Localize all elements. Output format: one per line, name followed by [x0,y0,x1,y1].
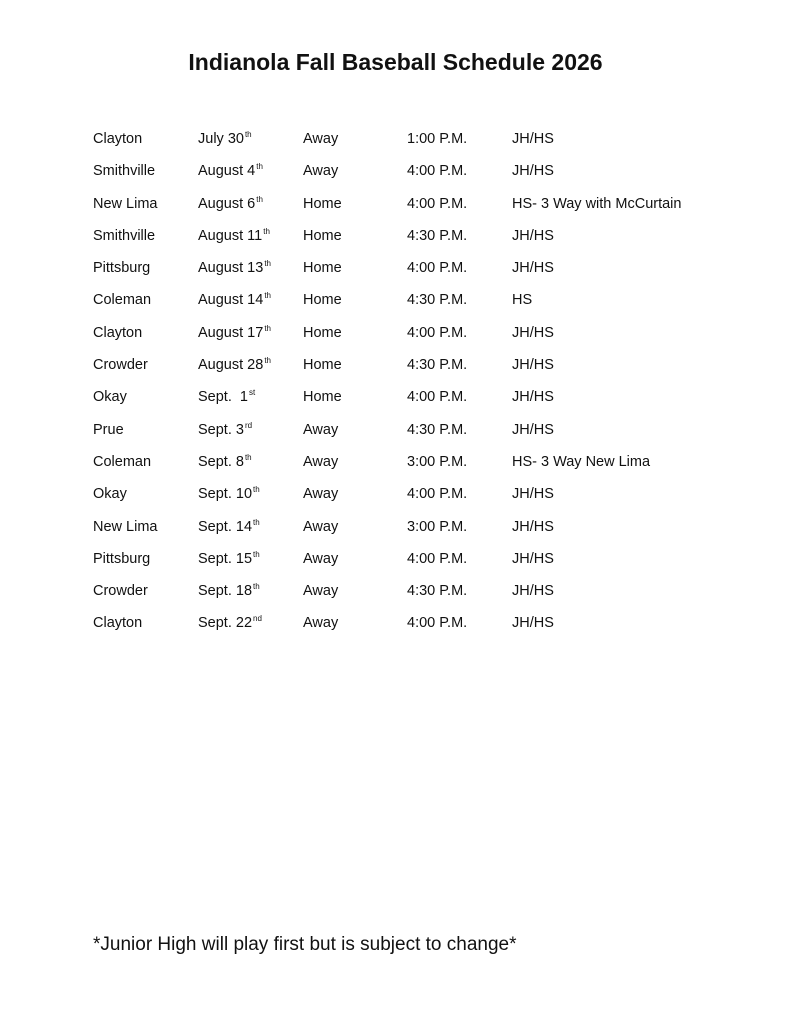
date-cell [198,155,263,187]
table-row [93,575,733,607]
table-row [93,252,733,284]
level-cell: JH/HS [512,357,554,374]
date-cell [198,188,263,220]
location-cell: Home [303,260,342,277]
location-cell: Home [303,389,342,406]
page-title: Indianola Fall Baseball Schedule 2026 [188,49,603,75]
time-cell: 4:30 P.M. [407,583,468,600]
footnote: *Junior High will play first but is subject to change* [93,934,517,955]
date-cell [198,575,260,607]
location-cell: Away [303,615,339,632]
level-cell: JH/HS [512,389,554,406]
date-text: Sept. 8 [198,453,244,470]
date-ordinal-suffix: st [248,388,256,398]
date-ordinal-suffix: th [244,452,252,462]
opponent-cell: Crowder [93,583,148,600]
date-cell [198,446,252,478]
level-cell: JH/HS [512,260,554,277]
date-ordinal-suffix: th [253,582,260,592]
location-cell: Home [303,324,342,341]
time-cell: 4:00 P.M. [407,550,468,567]
date-ordinal-suffix: th [264,259,271,269]
date-text: August 11 [198,227,263,244]
level-cell: JH/HS [512,518,554,535]
location-cell: Away [303,163,339,180]
date-cell [198,381,255,413]
time-cell: 4:00 P.M. [407,163,468,180]
date-cell [198,543,260,575]
date-ordinal-suffix: th [264,356,271,366]
location-cell: Away [303,453,339,470]
location-cell: Away [303,518,339,535]
opponent-cell: Pittsburg [93,550,151,567]
date-ordinal-suffix: th [253,485,260,495]
time-cell: 1:00 P.M. [407,131,468,147]
table-row [93,478,733,510]
level-cell: HS [512,292,533,309]
table-row [93,349,733,381]
level-cell: HS- 3 Way New Lima [512,453,651,470]
opponent-cell: Coleman [93,292,152,309]
table-row [93,220,733,252]
date-text: Sept. 14 [198,518,253,535]
date-text: August 17 [198,324,264,341]
level-cell: JH/HS [512,583,554,600]
date-ordinal-suffix: rd [244,420,253,430]
date-cell [198,220,270,252]
opponent-cell: Clayton [93,615,143,632]
date-text: August 14 [198,292,264,309]
opponent-cell: Okay [93,389,127,406]
date-text: Sept. 15 [198,550,253,567]
level-cell: JH/HS [512,421,554,438]
table-row [93,284,733,316]
date-cell [198,478,260,510]
date-ordinal-suffix: th [256,162,263,172]
location-cell: Home [303,357,342,374]
table-row [93,123,733,155]
time-cell: 3:00 P.M. [407,518,468,535]
date-ordinal-suffix: th [263,226,270,236]
location-cell: Home [303,292,342,309]
date-text: August 13 [198,260,264,277]
opponent-cell: Coleman [93,453,152,470]
date-text: August 4 [198,163,256,180]
opponent-cell: Smithville [93,163,156,180]
opponent-cell: Clayton [93,324,143,341]
date-cell [198,414,252,446]
table-row [93,511,733,543]
level-cell: JH/HS [512,131,554,147]
location-cell: Home [303,195,342,212]
schedule-table [93,123,733,640]
table-row [93,381,733,413]
date-cell [198,123,252,155]
time-cell: 4:00 P.M. [407,486,468,503]
level-cell: JH/HS [512,324,554,341]
table-row [93,543,733,575]
level-cell: JH/HS [512,486,554,503]
table-row [93,155,733,187]
level-cell: HS- 3 Way with McCurtain [512,195,682,212]
time-cell: 3:00 P.M. [407,453,468,470]
opponent-cell: New Lima [93,518,158,535]
date-ordinal-suffix: th [253,517,260,527]
level-cell: JH/HS [512,615,554,632]
date-ordinal-suffix: th [253,549,260,559]
location-cell: Away [303,550,339,567]
time-cell: 4:30 P.M. [407,227,468,244]
time-cell: 4:00 P.M. [407,260,468,277]
date-ordinal-suffix: th [256,194,263,204]
date-text: Sept. 3 [198,421,244,438]
location-cell: Away [303,486,339,503]
date-cell [198,252,271,284]
date-cell [198,607,262,639]
location-cell: Home [303,227,342,244]
date-cell [198,511,260,543]
opponent-cell: Okay [93,486,127,503]
date-text: August 28 [198,357,264,374]
location-cell: Away [303,131,339,147]
date-ordinal-suffix: th [264,291,271,301]
date-ordinal-suffix: th [264,323,271,333]
opponent-cell: New Lima [93,195,158,212]
date-text: August 6 [198,195,256,212]
opponent-cell: Prue [93,421,124,438]
level-cell: JH/HS [512,163,554,180]
table-row [93,607,733,639]
opponent-cell: Crowder [93,357,148,374]
date-ordinal-suffix: th [244,130,252,139]
date-text: Sept. 10 [198,486,253,503]
table-row [93,446,733,478]
date-cell [198,317,271,349]
date-ordinal-suffix: nd [253,614,262,624]
time-cell: 4:30 P.M. [407,357,468,374]
time-cell: 4:00 P.M. [407,615,468,632]
opponent-cell: Smithville [93,227,156,244]
location-cell: Away [303,421,339,438]
table-row [93,188,733,220]
time-cell: 4:00 P.M. [407,389,468,406]
date-cell [198,284,271,316]
level-cell: JH/HS [512,227,554,244]
table-row [93,414,733,446]
location-cell: Away [303,583,339,600]
opponent-cell: Pittsburg [93,260,151,277]
date-text: Sept. 22 [198,615,253,632]
date-text: July 30 [198,131,244,147]
time-cell: 4:30 P.M. [407,421,468,438]
level-cell: JH/HS [512,550,554,567]
date-text: Sept. 1 [198,389,248,406]
time-cell: 4:00 P.M. [407,195,468,212]
table-row [93,317,733,349]
date-cell [198,349,271,381]
time-cell: 4:00 P.M. [407,324,468,341]
date-text: Sept. 18 [198,583,253,600]
opponent-cell: Clayton [93,131,143,147]
time-cell: 4:30 P.M. [407,292,468,309]
